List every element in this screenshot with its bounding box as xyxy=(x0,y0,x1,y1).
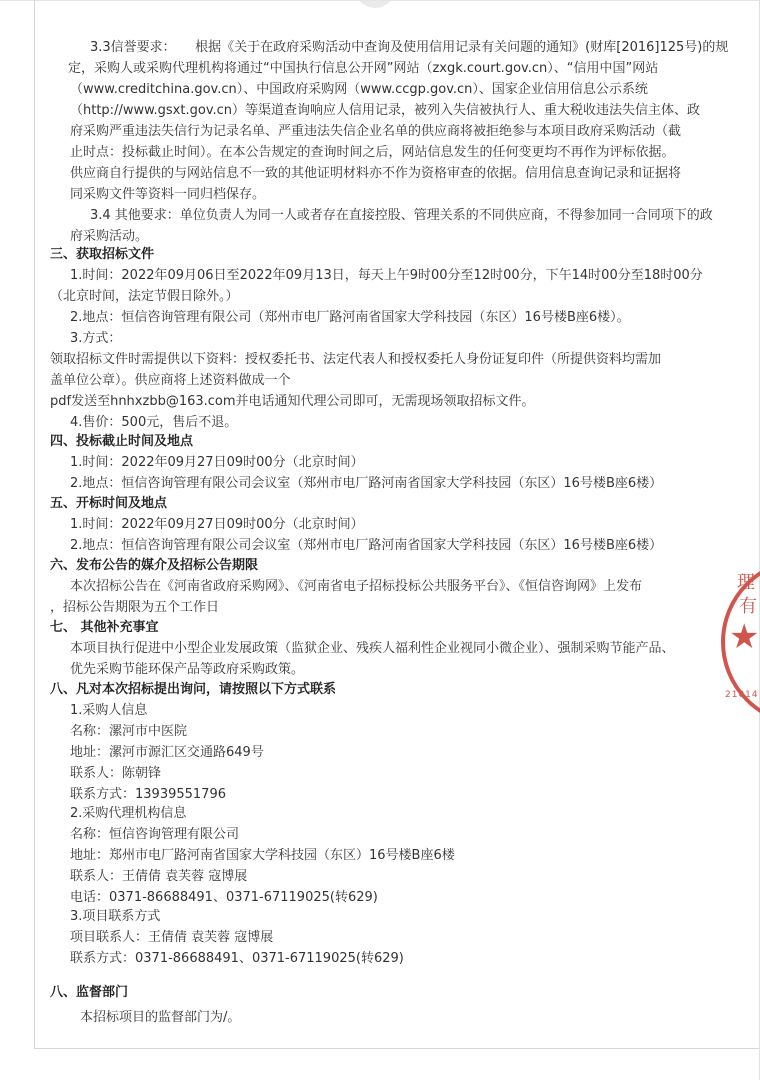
agency-contact-person: 联系人：王倩倩 袁芙蓉 寇博展 xyxy=(70,869,248,884)
get-documents-time: 1.时间：2022年09月06日至2022年09月13日，每天上午9时00分至12时00分，下午14时00分至18时00分 xyxy=(70,268,703,283)
get-documents-method-line-2: 盖单位公章）。供应商将上述资料做成一个 xyxy=(50,373,291,388)
agency-name: 名称：恒信咨询管理有限公司 xyxy=(70,827,240,842)
publication-media-line-1: 本次招标公告在《河南省政府采购网》、《河南省电子招标投标公共服务平台》、《恒信咨询网》上发布 xyxy=(70,579,643,594)
purchaser-phone: 联系方式：13939551796 xyxy=(70,787,226,802)
purchaser-address: 地址：漯河市源汇区交通路649号 xyxy=(70,745,264,760)
credit-requirement-line-3: （www.creditchina.gov.cn）、中国政府采购网（www.ccgp.gov.cn）、国家企业信用信息公示系统 xyxy=(70,82,648,97)
purchaser-contact-person: 联系人：陈朝锋 xyxy=(70,766,162,781)
credit-requirement-line-6: 止时点：投标截止时间）。在本公告规定的查询时间之后，网站信息发生的任何变更均不再作为评标依据。 xyxy=(70,145,675,160)
section-heading-supervision: 八、监督部门 xyxy=(50,985,129,1000)
get-documents-email-line: pdf发送至hnhxzbb@163.com并电话通知代理公司即可，无需现场领取招标文件。 xyxy=(50,394,535,409)
agency-phone: 电话：0371-86688491、0371-67119025(转629) xyxy=(70,890,378,905)
section-heading-bid-opening: 五、开标时间及地点 xyxy=(50,496,168,511)
purchaser-name: 名称：漯河市中医院 xyxy=(70,724,188,739)
credit-requirement-line-2: 定，采购人或采购代理机构将通过“中国执行信息公开网”网站（zxgk.court.gov.cn）、“信用中国”网站 xyxy=(68,61,659,76)
bid-deadline-time: 1.时间：2022年09月27日09时00分（北京时间） xyxy=(70,455,364,470)
credit-requirement-line-7: 供应商自行提供的与网站信息不一致的其他证明材料亦不作为资格审查的依据。信用信息查询记录和证据将 xyxy=(70,166,682,181)
bid-opening-place: 2.地点：恒信咨询管理有限公司会议室（郑州市电厂路河南省国家大学科技园（东区）16号楼B座6楼） xyxy=(70,538,663,553)
other-requirement-line-1: 3.4 其他要求：单位负责人为同一人或者存在直接控股、管理关系的不同供应商，不得参加同一合同项下的政 xyxy=(90,208,713,223)
agency-address: 地址：郑州市电厂路河南省国家大学科技园（东区）16号楼B座6楼 xyxy=(70,848,455,863)
bid-opening-time: 1.时间：2022年09月27日09时00分（北京时间） xyxy=(70,517,364,532)
project-contact-phone: 联系方式：0371-86688491、0371-67119025(转629) xyxy=(70,951,404,966)
bid-deadline-place: 2.地点：恒信咨询管理有限公司会议室（郑州市电厂路河南省国家大学科技园（东区）16号楼B座6楼） xyxy=(70,476,663,491)
credit-requirement-line-8: 同采购文件等资料一同归档保存。 xyxy=(70,187,266,202)
credit-requirement-line-5: 府采购严重违法失信行为记录名单、严重违法失信企业名单的供应商将被拒绝参与本项目政府采购活动（截 xyxy=(70,124,682,139)
credit-requirement-line-4: （http://www.gsxt.gov.cn）等渠道查询响应人信用记录，被列入失信被执行人、重大税收违法失信主体、政 xyxy=(70,103,701,118)
other-requirement-line-2: 府采购活动。 xyxy=(70,229,149,244)
project-contact-person: 项目联系人：王倩倩 袁芙蓉 寇博展 xyxy=(70,930,274,945)
get-documents-method: 3.方式： xyxy=(70,331,122,346)
get-documents-price: 4.售价：500元，售后不退。 xyxy=(70,415,238,430)
credit-requirement-line-1: 3.3信誉要求： 根据《关于在政府采购活动中查询及使用信用记录有关问题的通知》(财库[2016]125号)的规 xyxy=(90,40,729,55)
agency-info-heading: 2.采购代理机构信息 xyxy=(70,806,187,821)
section-heading-bid-deadline: 四、投标截止时间及地点 xyxy=(50,434,194,449)
section-heading-contact: 八、凡对本次招标提出询问，请按照以下方式联系 xyxy=(50,682,337,697)
purchaser-info-heading: 1.采购人信息 xyxy=(70,703,148,718)
project-contact-heading: 3.项目联系方式 xyxy=(70,909,161,924)
seal-star-icon: ★ xyxy=(729,617,760,657)
supplementary-line-1: 本项目执行促进中小型企业发展政策（监狱企业、残疾人福利性企业视同小微企业）、强制采购节能产品、 xyxy=(70,641,675,656)
seal-number: 21014 xyxy=(725,690,759,700)
seal-text-a: 理 xyxy=(737,572,755,593)
section-heading-publication-media: 六、发布公告的媒介及招标公告期限 xyxy=(50,558,259,573)
get-documents-place: 2.地点：恒信咨询管理有限公司（郑州市电厂路河南省国家大学科技园（东区）16号楼B座6楼）。 xyxy=(70,310,630,325)
get-documents-time-note: （北京时间，法定节假日除外。） xyxy=(50,289,239,304)
section-heading-supplementary: 七、 其他补充事宜 xyxy=(50,620,159,635)
publication-media-line-2: ，招标公告期限为五个工作日 xyxy=(50,600,220,615)
supplementary-line-2: 优先采购节能环保产品等政府采购政策。 xyxy=(70,662,305,677)
section-heading-get-documents: 三、获取招标文件 xyxy=(50,247,155,262)
get-documents-method-line-1: 领取招标文件时需提供以下资料：授权委托书、法定代表人和授权委托人身份证复印件（所提供资料均需加 xyxy=(50,352,662,367)
seal-text-b: 有 xyxy=(739,596,757,617)
supervision-department: 本招标项目的监督部门为/。 xyxy=(80,1010,241,1025)
